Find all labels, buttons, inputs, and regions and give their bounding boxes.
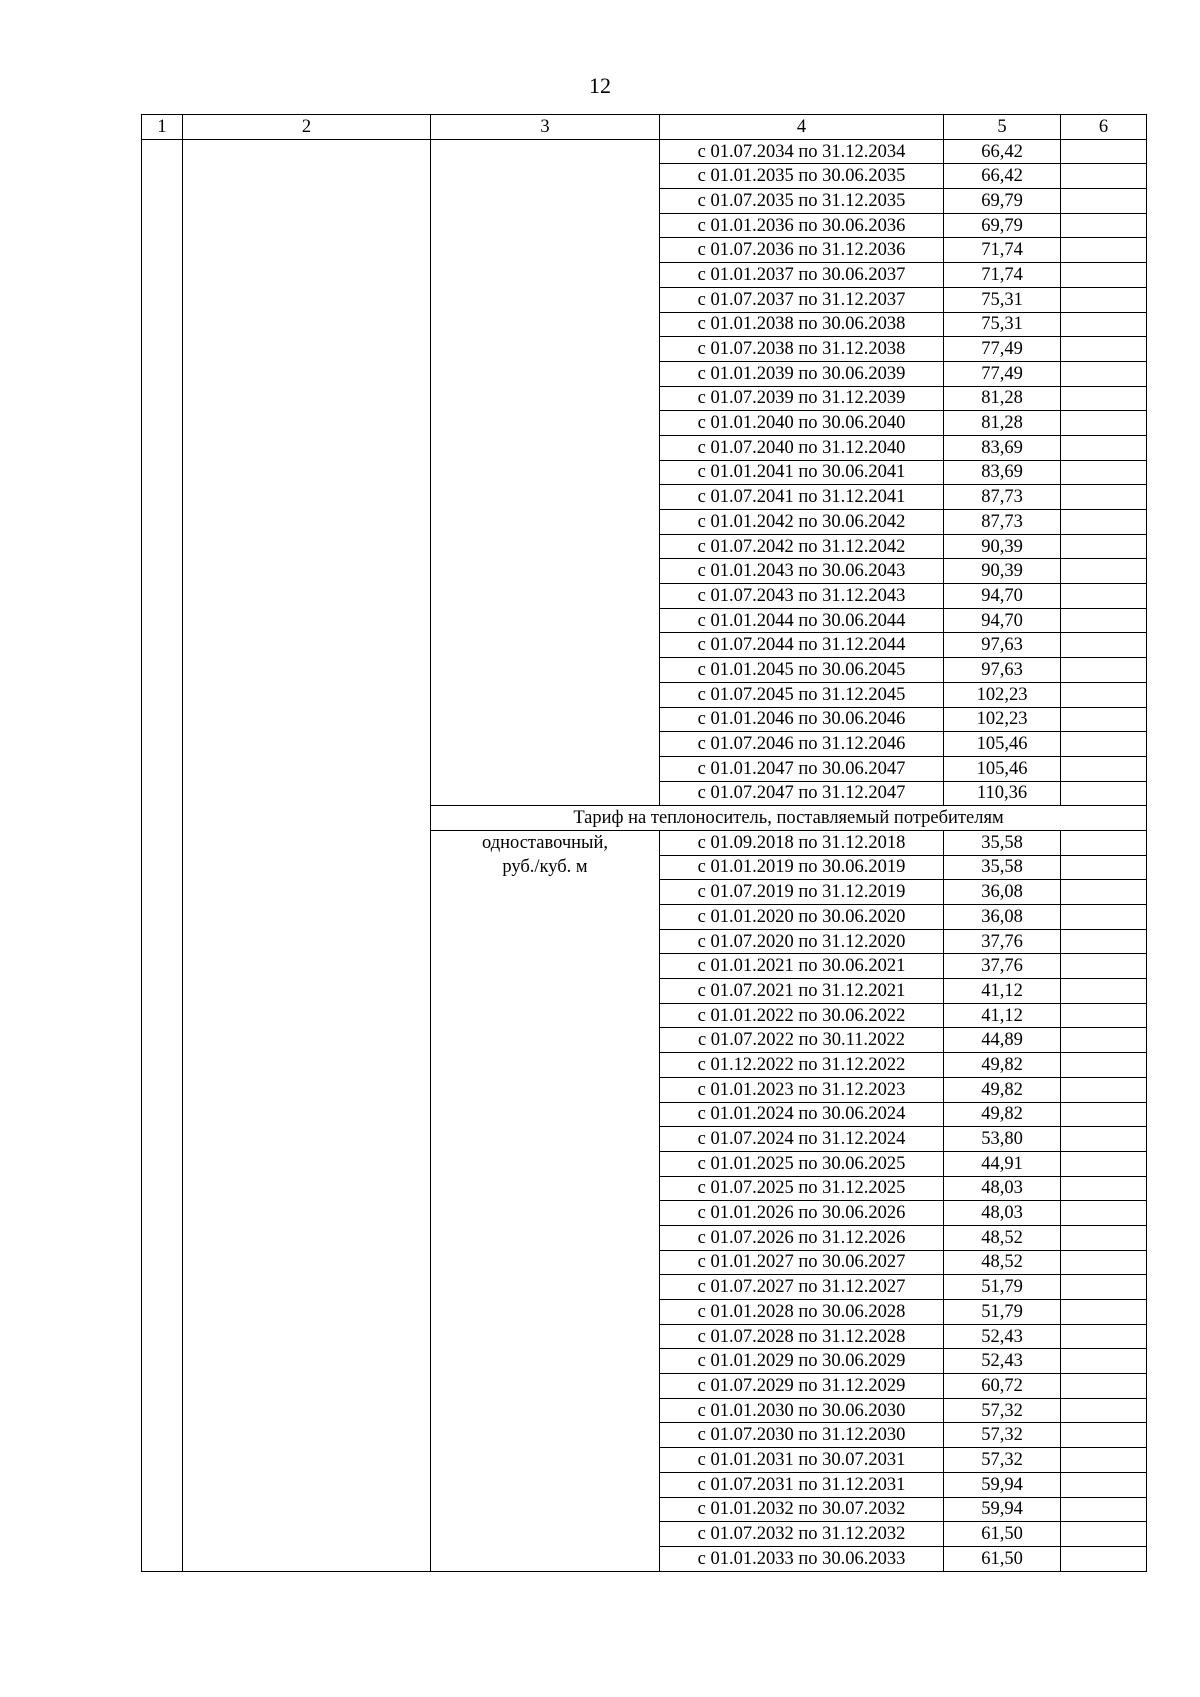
empty-cell (1061, 1423, 1147, 1448)
period-cell: с 01.01.2019 по 30.06.2019 (660, 855, 944, 880)
empty-cell (1061, 979, 1147, 1004)
value-cell: 48,03 (944, 1176, 1061, 1201)
empty-cell (1061, 287, 1147, 312)
rate-unit-label: руб./куб. м (502, 856, 588, 877)
value-cell: 83,69 (944, 460, 1061, 485)
period-cell: с 01.01.2045 по 30.06.2045 (660, 658, 944, 683)
period-cell: с 01.07.2026 по 31.12.2026 (660, 1225, 944, 1250)
header-cell-4: 4 (660, 115, 944, 140)
value-cell: 49,82 (944, 1077, 1061, 1102)
value-cell: 105,46 (944, 732, 1061, 757)
empty-cell (1061, 732, 1147, 757)
empty-cell (1061, 1127, 1147, 1152)
period-cell: с 01.07.2035 по 31.12.2035 (660, 189, 944, 214)
value-cell: 77,49 (944, 337, 1061, 362)
table-row (142, 139, 1147, 164)
value-cell: 66,42 (944, 139, 1061, 164)
value-cell: 75,31 (944, 287, 1061, 312)
empty-cell (1061, 633, 1147, 658)
empty-cell (1061, 1324, 1147, 1349)
empty-cell (1061, 263, 1147, 288)
value-cell: 49,82 (944, 1053, 1061, 1078)
period-cell: с 01.07.2042 по 31.12.2042 (660, 534, 944, 559)
value-cell: 71,74 (944, 263, 1061, 288)
period-cell: с 01.01.2024 по 30.06.2024 (660, 1102, 944, 1127)
period-cell: с 01.01.2031 по 30.07.2031 (660, 1448, 944, 1473)
empty-cell (1061, 510, 1147, 535)
empty-cell (1061, 559, 1147, 584)
empty-cell (1061, 361, 1147, 386)
empty-cell (1061, 1053, 1147, 1078)
period-cell: с 01.07.2040 по 31.12.2040 (660, 435, 944, 460)
value-cell: 97,63 (944, 658, 1061, 683)
header-cell-3: 3 (431, 115, 660, 140)
value-cell: 75,31 (944, 312, 1061, 337)
empty-cell (1061, 1522, 1147, 1547)
empty-cell (1061, 435, 1147, 460)
period-cell: с 01.07.2022 по 30.11.2022 (660, 1028, 944, 1053)
period-cell: с 01.01.2036 по 30.06.2036 (660, 213, 944, 238)
empty-cell (1061, 1546, 1147, 1571)
empty-cell (1061, 1003, 1147, 1028)
period-cell: с 01.07.2027 по 31.12.2027 (660, 1275, 944, 1300)
period-cell: с 01.07.2021 по 31.12.2021 (660, 979, 944, 1004)
period-cell: с 01.07.2029 по 31.12.2029 (660, 1374, 944, 1399)
period-cell: с 01.01.2042 по 30.06.2042 (660, 510, 944, 535)
empty-cell (1061, 139, 1147, 164)
rate-type-label: одноставочный, (481, 832, 608, 853)
empty-cell (1061, 781, 1147, 806)
period-cell: с 01.12.2022 по 31.12.2022 (660, 1053, 944, 1078)
period-cell: с 01.07.2032 по 31.12.2032 (660, 1522, 944, 1547)
empty-cell (1061, 905, 1147, 930)
col1-merged-cell (142, 139, 183, 1571)
period-cell: с 01.07.2047 по 31.12.2047 (660, 781, 944, 806)
period-cell: с 01.07.2036 по 31.12.2036 (660, 238, 944, 263)
empty-cell (1061, 485, 1147, 510)
empty-cell (1061, 1077, 1147, 1102)
period-cell: с 01.07.2034 по 31.12.2034 (660, 139, 944, 164)
empty-cell (1061, 830, 1147, 855)
period-cell: с 01.01.2026 по 30.06.2026 (660, 1201, 944, 1226)
header-cell-5: 5 (944, 115, 1061, 140)
period-cell: с 01.01.2027 по 30.06.2027 (660, 1250, 944, 1275)
empty-cell (1061, 880, 1147, 905)
value-cell: 97,63 (944, 633, 1061, 658)
period-cell: с 01.07.2046 по 31.12.2046 (660, 732, 944, 757)
value-cell: 71,74 (944, 238, 1061, 263)
value-cell: 57,32 (944, 1423, 1061, 1448)
period-cell: с 01.01.2025 по 30.06.2025 (660, 1151, 944, 1176)
value-cell: 49,82 (944, 1102, 1061, 1127)
period-cell: с 01.07.2043 по 31.12.2043 (660, 584, 944, 609)
period-cell: с 01.01.2040 по 30.06.2040 (660, 411, 944, 436)
empty-cell (1061, 1102, 1147, 1127)
value-cell: 90,39 (944, 534, 1061, 559)
period-cell: с 01.01.2029 по 30.06.2029 (660, 1349, 944, 1374)
period-cell: с 01.01.2047 по 30.06.2047 (660, 756, 944, 781)
value-cell: 59,94 (944, 1497, 1061, 1522)
value-cell: 44,91 (944, 1151, 1061, 1176)
empty-cell (1061, 1300, 1147, 1325)
section-title: Тариф на теплоноситель, поставляемый потребителям (431, 806, 1147, 831)
period-cell: с 01.01.2020 по 30.06.2020 (660, 905, 944, 930)
value-cell: 77,49 (944, 361, 1061, 386)
empty-cell (1061, 1250, 1147, 1275)
value-cell: 52,43 (944, 1349, 1061, 1374)
value-cell: 48,52 (944, 1250, 1061, 1275)
empty-cell (1061, 337, 1147, 362)
period-cell: с 01.01.2022 по 30.06.2022 (660, 1003, 944, 1028)
period-cell: с 01.07.2028 по 31.12.2028 (660, 1324, 944, 1349)
period-cell: с 01.07.2038 по 31.12.2038 (660, 337, 944, 362)
period-cell: с 01.01.2035 по 30.06.2035 (660, 164, 944, 189)
header-row (142, 115, 1147, 140)
tariff-table (141, 114, 1147, 1572)
value-cell: 37,76 (944, 954, 1061, 979)
empty-cell (1061, 213, 1147, 238)
col2-merged-cell (183, 139, 431, 1571)
period-cell: с 01.07.2024 по 31.12.2024 (660, 1127, 944, 1152)
value-cell: 94,70 (944, 608, 1061, 633)
value-cell: 36,08 (944, 880, 1061, 905)
empty-cell (1061, 855, 1147, 880)
value-cell: 105,46 (944, 756, 1061, 781)
value-cell: 59,94 (944, 1472, 1061, 1497)
value-cell: 69,79 (944, 213, 1061, 238)
value-cell: 51,79 (944, 1300, 1061, 1325)
value-cell: 48,52 (944, 1225, 1061, 1250)
period-cell: с 01.01.2043 по 30.06.2043 (660, 559, 944, 584)
period-cell: с 01.01.2046 по 30.06.2046 (660, 707, 944, 732)
empty-cell (1061, 929, 1147, 954)
empty-cell (1061, 164, 1147, 189)
empty-cell (1061, 1275, 1147, 1300)
value-cell: 35,58 (944, 830, 1061, 855)
value-cell: 90,39 (944, 559, 1061, 584)
value-cell: 83,69 (944, 435, 1061, 460)
period-cell: с 01.07.2041 по 31.12.2041 (660, 485, 944, 510)
value-cell: 87,73 (944, 485, 1061, 510)
value-cell: 61,50 (944, 1522, 1061, 1547)
value-cell: 94,70 (944, 584, 1061, 609)
empty-cell (1061, 1151, 1147, 1176)
empty-cell (1061, 1374, 1147, 1399)
empty-cell (1061, 312, 1147, 337)
empty-cell (1061, 954, 1147, 979)
empty-cell (1061, 682, 1147, 707)
value-cell: 36,08 (944, 905, 1061, 930)
header-cell-1: 1 (142, 115, 183, 140)
value-cell: 69,79 (944, 189, 1061, 214)
empty-cell (1061, 1472, 1147, 1497)
col3-merged-cell (431, 139, 660, 806)
period-cell: с 01.07.2025 по 31.12.2025 (660, 1176, 944, 1201)
value-cell: 110,36 (944, 781, 1061, 806)
period-cell: с 01.01.2021 по 30.06.2021 (660, 954, 944, 979)
value-cell: 81,28 (944, 386, 1061, 411)
period-cell: с 01.07.2019 по 31.12.2019 (660, 880, 944, 905)
value-cell: 87,73 (944, 510, 1061, 535)
empty-cell (1061, 584, 1147, 609)
period-cell: с 01.01.2032 по 30.07.2032 (660, 1497, 944, 1522)
empty-cell (1061, 238, 1147, 263)
empty-cell (1061, 707, 1147, 732)
empty-cell (1061, 1201, 1147, 1226)
value-cell: 52,43 (944, 1324, 1061, 1349)
period-cell: с 01.01.2041 по 30.06.2041 (660, 460, 944, 485)
period-cell: с 01.07.2020 по 31.12.2020 (660, 929, 944, 954)
value-cell: 41,12 (944, 979, 1061, 1004)
period-cell: с 01.07.2030 по 31.12.2030 (660, 1423, 944, 1448)
empty-cell (1061, 1225, 1147, 1250)
period-cell: с 01.07.2044 по 31.12.2044 (660, 633, 944, 658)
empty-cell (1061, 534, 1147, 559)
period-cell: с 01.07.2039 по 31.12.2039 (660, 386, 944, 411)
value-cell: 44,89 (944, 1028, 1061, 1053)
value-cell: 57,32 (944, 1398, 1061, 1423)
period-cell: с 01.07.2031 по 31.12.2031 (660, 1472, 944, 1497)
empty-cell (1061, 411, 1147, 436)
empty-cell (1061, 189, 1147, 214)
period-cell: с 01.01.2038 по 30.06.2038 (660, 312, 944, 337)
empty-cell (1061, 1176, 1147, 1201)
value-cell: 102,23 (944, 682, 1061, 707)
value-cell: 66,42 (944, 164, 1061, 189)
empty-cell (1061, 1028, 1147, 1053)
empty-cell (1061, 658, 1147, 683)
value-cell: 37,76 (944, 929, 1061, 954)
empty-cell (1061, 1497, 1147, 1522)
value-cell: 51,79 (944, 1275, 1061, 1300)
period-cell: с 01.09.2018 по 31.12.2018 (660, 830, 944, 855)
value-cell: 35,58 (944, 855, 1061, 880)
period-cell: с 01.01.2023 по 31.12.2023 (660, 1077, 944, 1102)
empty-cell (1061, 756, 1147, 781)
period-cell: с 01.01.2037 по 30.06.2037 (660, 263, 944, 288)
header-cell-2: 2 (183, 115, 431, 140)
page-number: 12 (589, 73, 611, 98)
value-cell: 57,32 (944, 1448, 1061, 1473)
period-cell: с 01.07.2045 по 31.12.2045 (660, 682, 944, 707)
value-cell: 41,12 (944, 1003, 1061, 1028)
value-cell: 53,80 (944, 1127, 1061, 1152)
empty-cell (1061, 1448, 1147, 1473)
value-cell: 81,28 (944, 411, 1061, 436)
value-cell: 61,50 (944, 1546, 1061, 1571)
period-cell: с 01.01.2033 по 30.06.2033 (660, 1546, 944, 1571)
period-cell: с 01.07.2037 по 31.12.2037 (660, 287, 944, 312)
empty-cell (1061, 1398, 1147, 1423)
empty-cell (1061, 608, 1147, 633)
period-cell: с 01.01.2044 по 30.06.2044 (660, 608, 944, 633)
value-cell: 60,72 (944, 1374, 1061, 1399)
empty-cell (1061, 460, 1147, 485)
rate-type-cell (431, 830, 660, 1571)
period-cell: с 01.01.2039 по 30.06.2039 (660, 361, 944, 386)
header-cell-6: 6 (1061, 115, 1147, 140)
empty-cell (1061, 1349, 1147, 1374)
empty-cell (1061, 386, 1147, 411)
period-cell: с 01.01.2028 по 30.06.2028 (660, 1300, 944, 1325)
period-cell: с 01.01.2030 по 30.06.2030 (660, 1398, 944, 1423)
value-cell: 48,03 (944, 1201, 1061, 1226)
value-cell: 102,23 (944, 707, 1061, 732)
